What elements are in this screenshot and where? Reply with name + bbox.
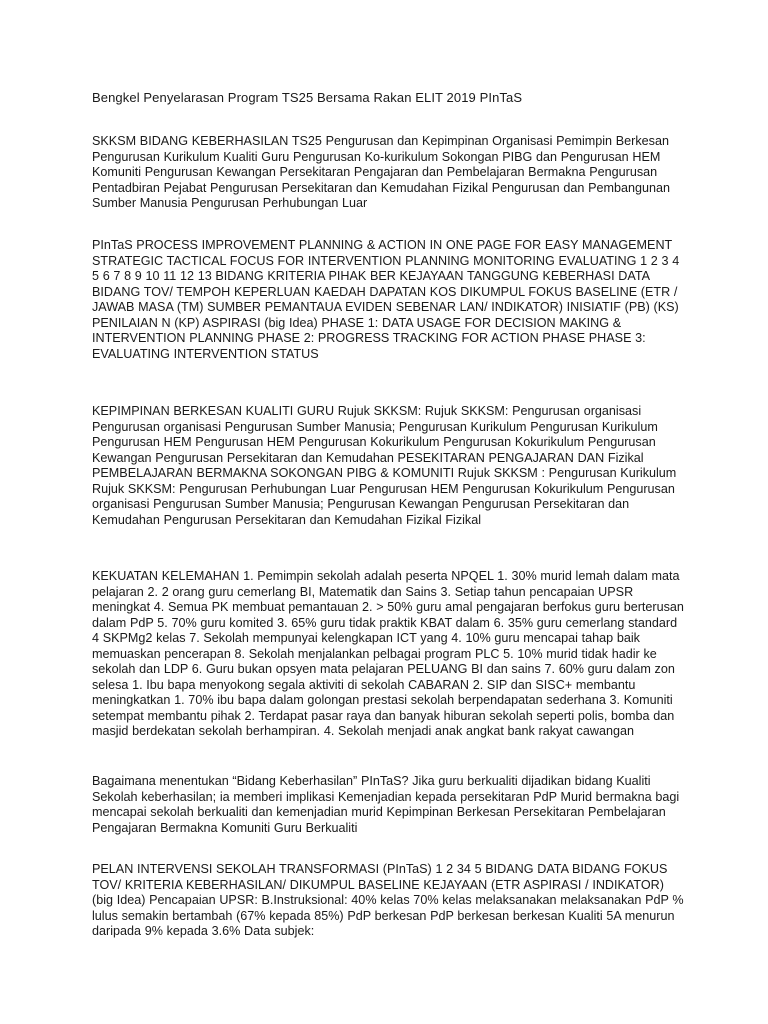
paragraph-process-improvement: PInTaS PROCESS IMPROVEMENT PLANNING & ACTION IN ONE PAGE FOR EASY MANAGEMENT STRATEGIC TACTICAL FOCUS FOR INTERVENTION PLANNING MONITORING EVALUATING 1 2 3 4 5 6 7 8 9 10 11 12 13 BIDANG KRITERIA PIHAK BER KEJAYAAN TANGGUNG KEBERHASI DATA BIDANG TOV/ TEMPOH KEPERLUAN KAEDAH DAPATAN KOS DIKUMPUL FOKUS BASELINE (ETR / JAWAB MASA (TM) SUMBER PEMANTAUA EVIDEN SEBENAR LAN/ INDIKATOR) INISIATIF (PB) (KS) PENILAIAN N (KP) ASPIRASI (big Idea) PHASE 1: DATA USAGE FOR DECISION MAKING & INTERVENTION PLANNING PHASE 2: PROGRESS TRACKING FOR ACTION PHASE PHASE 3: EVALUATING INTERVENTION STATUS — [92, 238, 680, 361]
paragraph-pelan-intervensi: PELAN INTERVENSI SEKOLAH TRANSFORMASI (PInTaS) 1 2 34 5 BIDANG DATA BIDANG FOKUS TOV/ KRITERIA KEBERHASILAN/ DIKUMPUL BASELINE KEJAYAAN (ETR ASPIRASI / INDIKATOR) (big Idea) Pencapaian UPSR: B.Instruksional: 40% kelas 70% kelas melaksanakan melaksanakan PdP % lulus semakin bertambah (67% kepada 85%) PdP berkesan PdP berkesan berkesan Kualiti 5A menurun daripada 9% kepada 3.6% Data subjek: — [92, 862, 684, 938]
paragraph-kepimpinan-berkesan: KEPIMPINAN BERKESAN KUALITI GURU Rujuk SKKSM: Rujuk SKKSM: Pengurusan organisasi Pengurusan organisasi Pengurusan Sumber Manusia; Pengurusan Kurikulum Pengurusan Kurikulum Pengurusan HEM Pengurusan HEM Pengurusan Kokurikulum Pengurusan Kokurikulum Pengurusan Kewangan Pengurusan Persekitaran dan Kemudahan PESEKITARAN PENGAJARAN DAN Fizikal PEMBELAJARAN BERMAKNA SOKONGAN PIBG & KOMUNITI Rujuk SKKSM : Pengurusan Kurikulum Rujuk SKKSM: Pengurusan Perhubungan Luar Pengurusan HEM Pengurusan Kokurikulum Pengurusan organisasi Pengurusan Sumber Manusia; Pengurusan Kewangan Pengurusan Persekitaran dan Kemudahan Pengurusan Persekitaran dan Kemudahan Fizikal Fizikal — [92, 404, 677, 527]
paragraph-bagaimana-menentukan: Bagaimana menentukan “Bidang Keberhasilan” PInTaS? Jika guru berkualiti dijadikan bidang Kualiti Sekolah keberhasilan; ia memberi implikasi Kemenjadian kepada persekitaran PdP Murid bermakna bagi mencapai sekolah berkualiti dan kemenjadian murid Kepimpinan Berkesan Persekitaran Pembelajaran Pengajaran Bermakna Komuniti Guru Berkualiti — [92, 774, 680, 835]
paragraph-bidang-keberhasilan: SKKSM BIDANG KEBERHASILAN TS25 Pengurusan dan Kepimpinan Organisasi Pemimpin Berkesan Pengurusan Kurikulum Kualiti Guru Pengurusan Ko-kurikulum Sokongan PIBG dan Pengurusan HEM Komuniti Pengurusan Kewangan Persekitaran Pengajaran dan Pembelajaran Bermakna Pengurusan Pentadbiran Pejabat Pengurusan Persekitaran dan Kemudahan Fizikal Pengurusan dan Pembangunan Sumber Manusia Pengurusan Perhubungan Luar — [92, 134, 671, 210]
paragraph-kekuatan-kelemahan: KEKUATAN KELEMAHAN 1. Pemimpin sekolah adalah peserta NPQEL 1. 30% murid lemah dalam mata pelajaran 2. 2 orang guru cemerlang BI, Matematik dan Sains 3. Setiap tahun pencapaian UPSR meningkat 4. Semua PK membuat pemantauan 2. > 50% guru amal pengajaran berfokus guru berterusan dalam PdP 5. 70% guru komited 3. 65% guru tidak praktik KBAT dalam 6. 35% guru cemerlang standard 4 SKPMg2 kelas 7. Sekolah mempunyai kelengkapan ICT yang 4. 10% guru mencapai tahap baik memuaskan pencerapan 8. Sekolah menjalankan pelbagai program PLC 5. 10% murid tidak hadir ke sekolah dan LDP 6. Guru bukan opsyen mata pelajaran PELUANG BI dan sains 7. 60% guru dalam zon selesa 1. Ibu bapa menyokong segala aktiviti di sekolah CABARAN 2. SIP dan SISC+ membantu meningkatkan 1. 70% ibu bapa dalam golongan prestasi sekolah berpendapatan sederhana 3. Komuniti setempat membantu pihak 2. Terdapat pasar raya dan banyak hiburan sekolah seperti polis, bomba dan masjid berdekatan sekolah berhampiran. 4. Sekolah menjadi anak angkat bank rakyat cawangan — [92, 569, 684, 738]
document-title: Bengkel Penyelarasan Program TS25 Bersama Rakan ELIT 2019 PInTaS — [92, 90, 523, 105]
